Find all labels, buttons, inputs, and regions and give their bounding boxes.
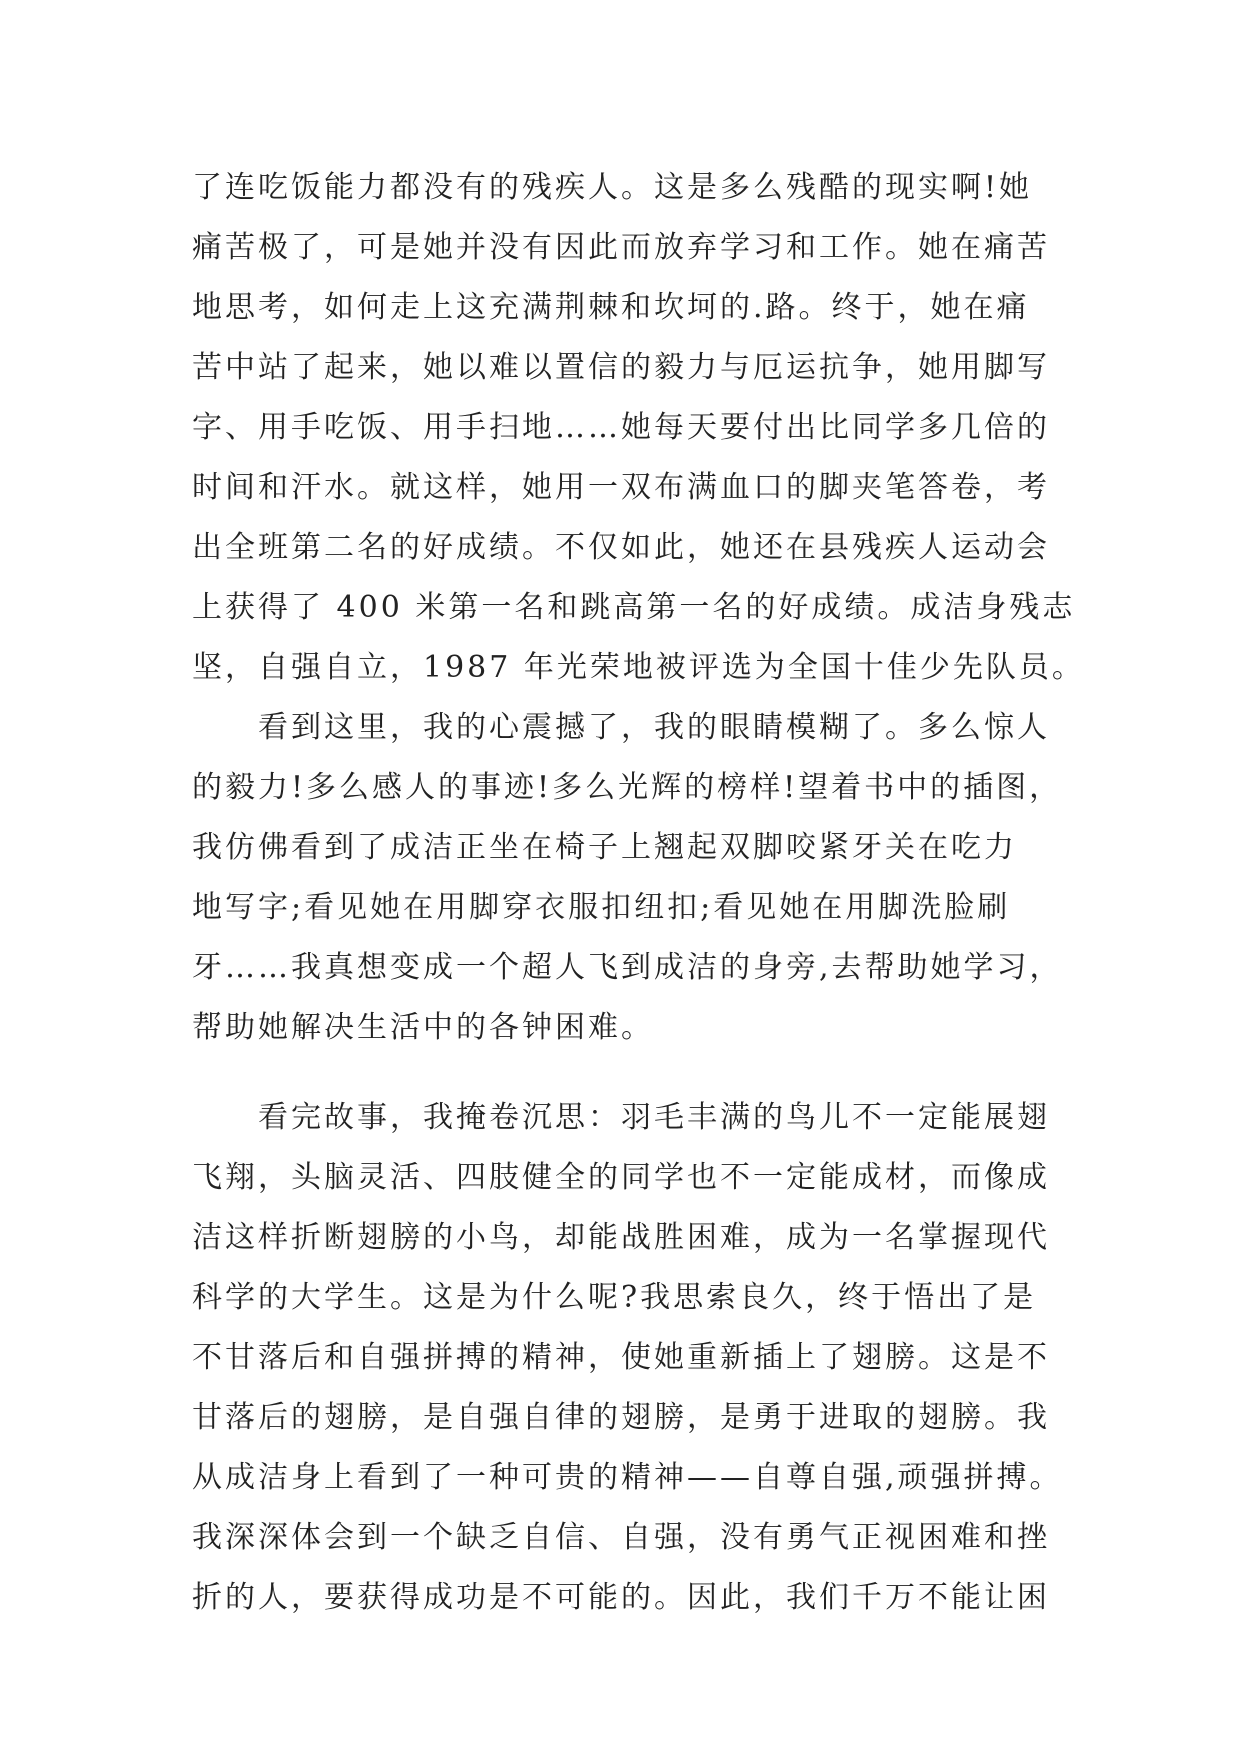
text-line: 上获得了 400 米第一名和跳高第一名的好成绩。成洁身残志 bbox=[192, 590, 1076, 625]
text-line: 苦中站了起来，她以难以置信的毅力与厄运抗争，她用脚写 bbox=[192, 350, 1050, 385]
text-line: 不甘落后和自强拼搏的精神，使她重新插上了翅膀。这是不 bbox=[192, 1340, 1050, 1375]
text-line: 帮助她解决生活中的各钟困难。 bbox=[192, 1010, 654, 1045]
text-line: 出全班第二名的好成绩。不仅如此，她还在县残疾人运动会 bbox=[192, 530, 1050, 565]
text-line: 牙……我真想变成一个超人飞到成洁的身旁,去帮助她学习， bbox=[192, 950, 1063, 985]
paragraph-gap bbox=[192, 1058, 1092, 1088]
text-line: 地写字;看见她在用脚穿衣服扣纽扣;看见她在用脚洗脸刷 bbox=[192, 890, 1011, 925]
text-line: 折的人，要获得成功是不可能的。因此，我们千万不能让困 bbox=[192, 1580, 1050, 1615]
text-line: 从成洁身上看到了一种可贵的精神——自尊自强,顽强拼搏。 bbox=[192, 1460, 1063, 1495]
body-text bbox=[192, 158, 1092, 1628]
text-line: 字、用手吃饭、用手扫地……她每天要付出比同学多几倍的 bbox=[192, 410, 1050, 445]
text-line: 的毅力!多么感人的事迹!多么光辉的榜样!望着书中的插图， bbox=[192, 770, 1063, 805]
text-line: 痛苦极了，可是她并没有因此而放弃学习和工作。她在痛苦 bbox=[192, 230, 1050, 265]
text-line: 看完故事，我掩卷沉思：羽毛丰满的鸟儿不一定能展翅 bbox=[192, 1100, 1050, 1135]
text-line: 时间和汗水。就这样，她用一双布满血口的脚夹笔答卷，考 bbox=[192, 470, 1050, 505]
text-line: 了连吃饭能力都没有的残疾人。这是多么残酷的现实啊!她 bbox=[192, 170, 1033, 205]
text-line: 甘落后的翅膀，是自强自律的翅膀，是勇于进取的翅膀。我 bbox=[192, 1400, 1050, 1435]
text-line: 地思考，如何走上这充满荆棘和坎坷的.路。终于，她在痛 bbox=[192, 290, 1030, 325]
text-line: 飞翔，头脑灵活、四肢健全的同学也不一定能成材，而像成 bbox=[192, 1160, 1050, 1195]
text-line: 我深深体会到一个缺乏自信、自强，没有勇气正视困难和挫 bbox=[192, 1520, 1050, 1555]
text-line: 科学的大学生。这是为什么呢?我思索良久，终于悟出了是 bbox=[192, 1280, 1037, 1315]
text-line: 看到这里，我的心震撼了，我的眼睛模糊了。多么惊人 bbox=[192, 710, 1050, 745]
text-line: 坚，自强自立，1987 年光荣地被评选为全国十佳少先队员。 bbox=[192, 650, 1085, 685]
text-line: 洁这样折断翅膀的小鸟，却能战胜困难，成为一名掌握现代 bbox=[192, 1220, 1050, 1255]
text-line: 我仿佛看到了成洁正坐在椅子上翘起双脚咬紧牙关在吃力 bbox=[192, 830, 1017, 865]
